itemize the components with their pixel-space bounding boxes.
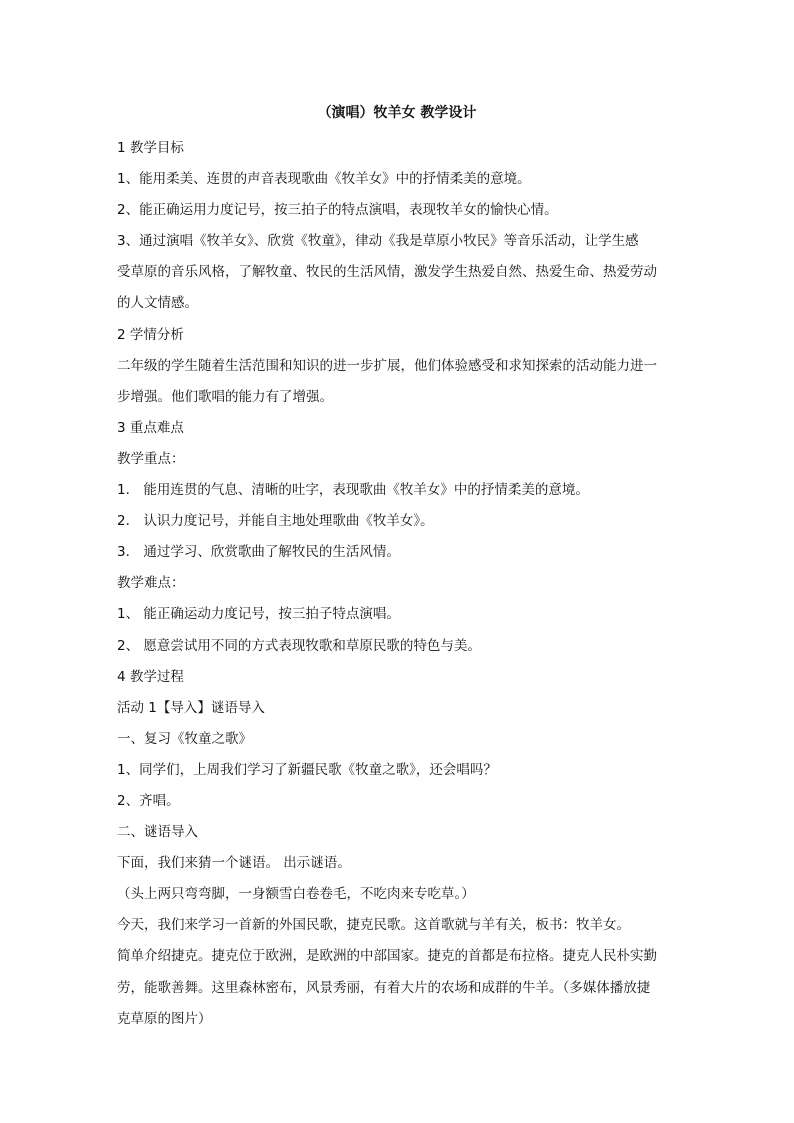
text-line: 2、能正确运用力度记号，按三拍子的特点演唱，表现牧羊女的愉快心情。	[117, 202, 558, 219]
text-line: 1、能用柔美、连贯的声音表现歌曲《牧羊女》中的抒情柔美的意境。	[117, 171, 531, 188]
text-line: 的人文情感。	[117, 295, 198, 312]
text-line: 1、 能正确运动力度记号，按三拍子特点演唱。	[117, 606, 400, 623]
text-line: 2、齐唱。	[117, 792, 180, 809]
text-line: 1、同学们，上周我们学习了新疆民歌《牧童之歌》，还会唱吗？	[117, 761, 497, 778]
text-line: 3、通过演唱《牧羊女》、欣赏《牧童》，律动《我是草原小牧民》等音乐活动，让学生感	[117, 233, 639, 250]
document-body	[117, 133, 677, 1035]
text-line: 教学难点：	[117, 575, 185, 592]
text-line: 1． 能用连贯的气息、清晰的吐字，表现歌曲《牧羊女》中的抒情柔美的意境。	[117, 482, 589, 499]
text-line: 简单介绍捷克。捷克位于欧洲，是欧洲的中部国家。捷克的首都是布拉格。捷克人民朴实勤	[117, 948, 657, 965]
text-line: 二年级的学生随着生活范围和知识的进一步扩展，他们体验感受和求知探索的活动能力进一	[117, 357, 657, 374]
text-line: 二、谜语导入	[117, 824, 198, 841]
text-line: 活动 1【导入】谜语导入	[117, 699, 265, 716]
text-line: 下面，我们来猜一个谜语。 出示谜语。	[117, 855, 351, 872]
document-title: （演唱）牧羊女 教学设计	[317, 105, 477, 121]
text-line: 克草原的图片）	[117, 1010, 212, 1027]
text-line: 4 教学过程	[117, 668, 184, 685]
text-line: 3． 通过学习、欣赏歌曲了解牧民的生活风情。	[117, 544, 400, 561]
text-line: 1 教学目标	[117, 140, 184, 156]
text-line: 劳，能歌善舞。这里森林密布，风景秀丽，有着大片的农场和成群的牛羊。（多媒体播放捷	[117, 979, 651, 996]
text-line: 2． 认识力度记号，并能自主地处理歌曲《牧羊女》。	[117, 513, 434, 530]
text-line: 一、复习《牧童之歌》	[117, 730, 252, 747]
text-line: 教学重点：	[117, 450, 185, 467]
text-line: 3 重点难点	[117, 419, 184, 436]
text-line: 步增强。他们歌唱的能力有了增强。	[117, 388, 333, 405]
text-line: 2 学情分析	[117, 326, 184, 343]
text-line: 2、 愿意尝试用不同的方式表现牧歌和草原民歌的特色与美。	[117, 637, 481, 654]
text-line: （头上两只弯弯脚，一身额雪白卷卷毛，不吃肉来专吃草。）	[117, 886, 475, 903]
text-line: 受草原的音乐风格，了解牧童、牧民的生活风情，激发学生热爱自然、热爱生命、热爱劳动	[117, 264, 657, 281]
text-line: 今天，我们来学习一首新的外国民歌，捷克民歌。这首歌就与羊有关，板书：牧羊女。	[117, 917, 630, 934]
